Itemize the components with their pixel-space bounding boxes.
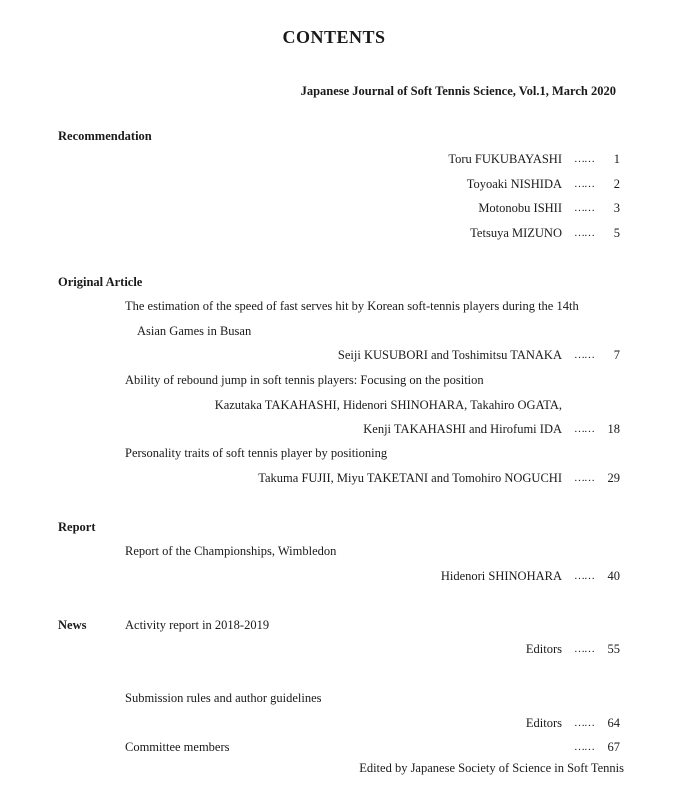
page-number: 64: [607, 716, 620, 730]
article-authors: Kazutaka TAKAHASHI, Hidenori SHINOHARA, Takahiro OGATA,: [214, 398, 562, 412]
journal-info: Japanese Journal of Soft Tennis Science, Vol.1, March 2020: [300, 84, 616, 98]
news-title: Activity report in 2018-2019: [125, 618, 270, 632]
page-number: 40: [607, 569, 620, 583]
news-author: Editors: [525, 642, 562, 656]
leader-dots: ……: [574, 153, 594, 165]
leader-dots: ……: [574, 643, 594, 655]
leader-dots: ……: [574, 423, 594, 435]
recommendation-author: Toru FUKUBAYASHI: [448, 152, 562, 166]
leader-dots: ……: [574, 202, 594, 214]
article-title-continued: Asian Games in Busan: [137, 324, 252, 338]
page-number: 3: [613, 201, 620, 215]
report-author: Hidenori SHINOHARA: [440, 569, 562, 583]
leader-dots: ……: [574, 349, 594, 361]
section-heading-news: News: [58, 618, 87, 632]
page-number: 7: [613, 348, 620, 362]
report-title: Report of the Championships, Wimbledon: [125, 544, 337, 558]
article-title: Personality traits of soft tennis player by positioning: [125, 446, 388, 460]
article-authors: Takuma FUJII, Miyu TAKETANI and Tomohiro NOGUCHI: [258, 471, 562, 485]
leader-dots: ……: [574, 472, 594, 484]
committee-title: Committee members: [125, 740, 230, 754]
page-number: 29: [607, 471, 620, 485]
recommendation-author: Toyoaki NISHIDA: [466, 177, 562, 191]
article-title: Ability of rebound jump in soft tennis players: Focusing on the position: [125, 373, 484, 387]
page-number: 67: [607, 740, 620, 754]
page-number: 1: [613, 152, 620, 166]
section-heading-report: Report: [58, 520, 96, 534]
submission-author: Editors: [525, 716, 562, 730]
section-heading-recommendation: Recommendation: [58, 129, 152, 143]
article-authors: Seiji KUSUBORI and Toshimitsu TANAKA: [337, 348, 562, 362]
page-number: 55: [607, 642, 620, 656]
article-title: The estimation of the speed of fast serves hit by Korean soft-tennis players during the 14th: [125, 299, 579, 313]
recommendation-author: Motonobu ISHII: [478, 201, 562, 215]
page-number: 5: [613, 226, 620, 240]
page-title: CONTENTS: [282, 27, 386, 47]
page-number: 18: [607, 422, 620, 436]
leader-dots: ……: [574, 570, 594, 582]
leader-dots: ……: [574, 227, 594, 239]
submission-title: Submission rules and author guidelines: [125, 691, 322, 705]
leader-dots: ……: [574, 178, 594, 190]
section-heading-original-article: Original Article: [58, 275, 143, 289]
leader-dots: ……: [574, 717, 594, 729]
article-authors: Kenji TAKAHASHI and Hirofumi IDA: [363, 422, 562, 436]
page-number: 2: [613, 177, 620, 191]
recommendation-author: Tetsuya MIZUNO: [470, 226, 562, 240]
leader-dots: ……: [574, 741, 594, 753]
editor-credit: Edited by Japanese Society of Science in Soft Tennis: [359, 761, 624, 775]
